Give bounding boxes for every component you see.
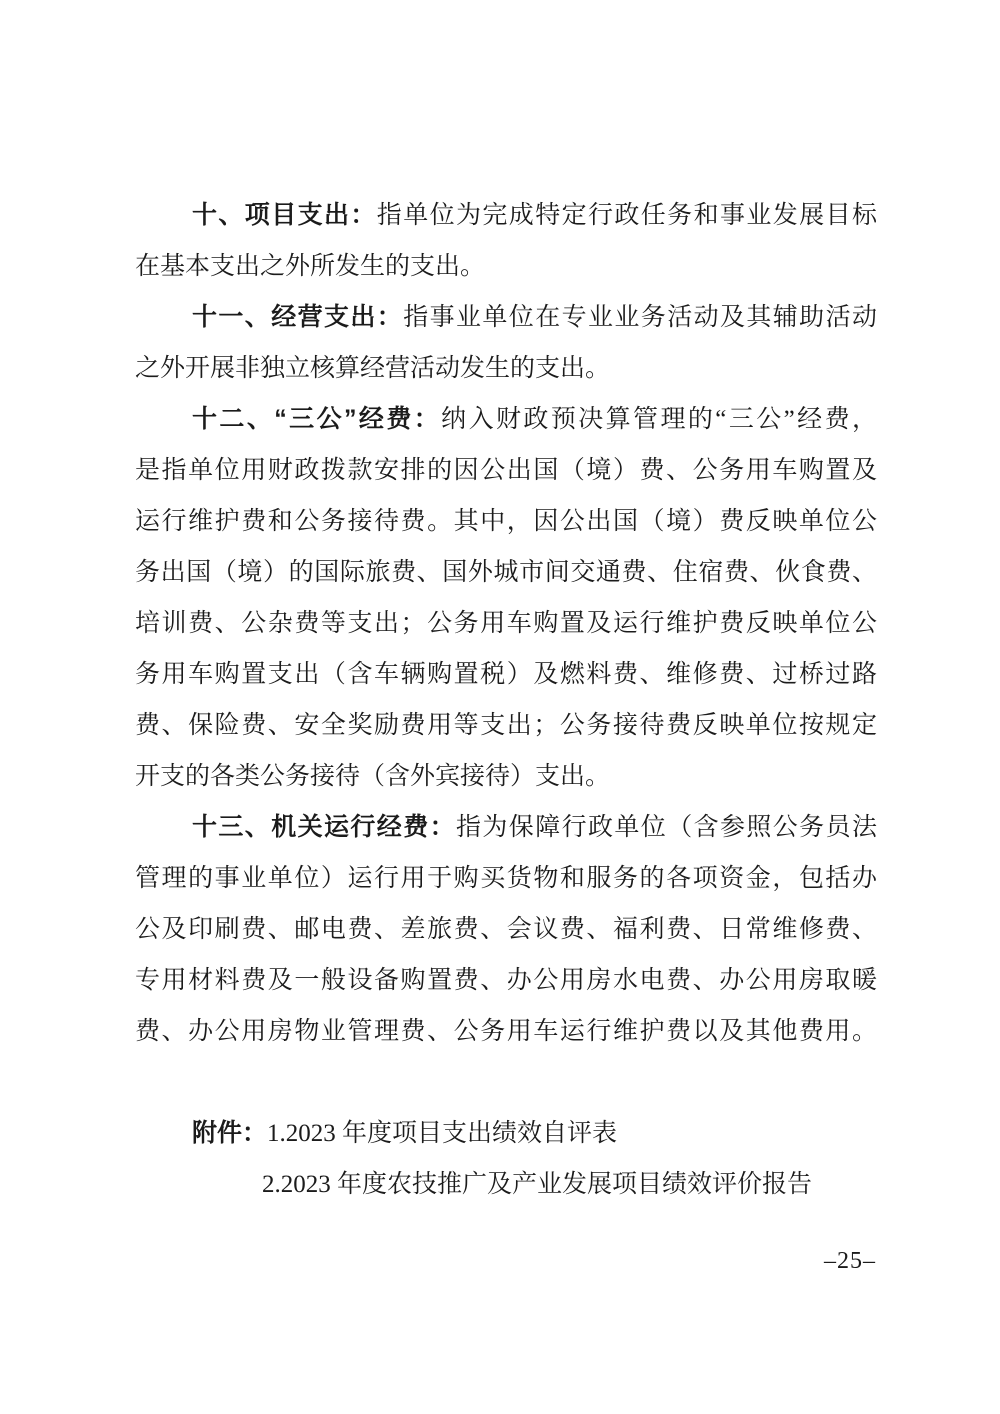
text-line: 公及印刷费、邮电费、差旅费、会议费、福利费、日常维修费、 xyxy=(135,916,877,943)
text-line xyxy=(135,394,877,445)
text-line: 务用车购置支出（含车辆购置税）及燃料费、维修费、过桥过路 xyxy=(135,661,877,688)
section-heading: 十一、经营支出： xyxy=(192,303,404,331)
attachment-item: 1.2023 年度项目支出绩效自评表 xyxy=(267,1120,618,1147)
text-line xyxy=(135,802,877,853)
page-number: –25– xyxy=(824,1248,876,1274)
attachments-line xyxy=(135,1108,877,1159)
text-line: 培训费、公杂费等支出；公务用车购置及运行维护费反映单位公 xyxy=(135,610,877,637)
section-heading: 十三、机关运行经费： xyxy=(192,813,456,841)
text-line: 运行维护费和公务接待费。其中，因公出国（境）费反映单位公 xyxy=(135,508,877,535)
text-line: 是指单位用财政拨款安排的因公出国（境）费、公务用车购置及 xyxy=(135,457,877,484)
text-line: 之外开展非独立核算经营活动发生的支出。 xyxy=(135,355,611,382)
paragraph-text: 指为保障行政单位（含参照公务员法 xyxy=(456,814,877,841)
blank-line xyxy=(135,1057,877,1108)
text-line: 管理的事业单位）运行用于购买货物和服务的各项资金，包括办 xyxy=(135,865,877,892)
text-line: 费、保险费、安全奖励费用等支出；公务接待费反映单位按规定 xyxy=(135,712,877,739)
attachments-label: 附件： xyxy=(192,1119,268,1147)
text-line: 专用材料费及一般设备购置费、办公用房水电费、办公用房取暖 xyxy=(135,967,877,994)
paragraph-text: 纳入财政预决算管理的“三公”经费， xyxy=(441,406,877,433)
section-heading: 十、项目支出： xyxy=(192,201,377,229)
text-block xyxy=(135,190,877,1210)
text-line: 务出国（境）的国际旅费、国外城市间交通费、住宿费、伙食费、 xyxy=(135,559,877,586)
text-line: 在基本支出之外所发生的支出。 xyxy=(135,253,486,280)
section-heading: 十二、“三公”经费： xyxy=(192,405,442,433)
text-line xyxy=(135,190,877,241)
attachment-item: 2.2023 年度农技推广及产业发展项目绩效评价报告 xyxy=(262,1171,813,1198)
text-line xyxy=(135,292,877,343)
paragraph-text: 指事业单位在专业业务活动及其辅助活动 xyxy=(403,304,877,331)
text-line: 费、办公用房物业管理费、公务用车运行维护费以及其他费用。 xyxy=(135,1018,877,1045)
paragraph-text: 指单位为完成特定行政任务和事业发展目标 xyxy=(376,202,877,229)
text-line: 开支的各类公务接待（含外宾接待）支出。 xyxy=(135,763,611,790)
